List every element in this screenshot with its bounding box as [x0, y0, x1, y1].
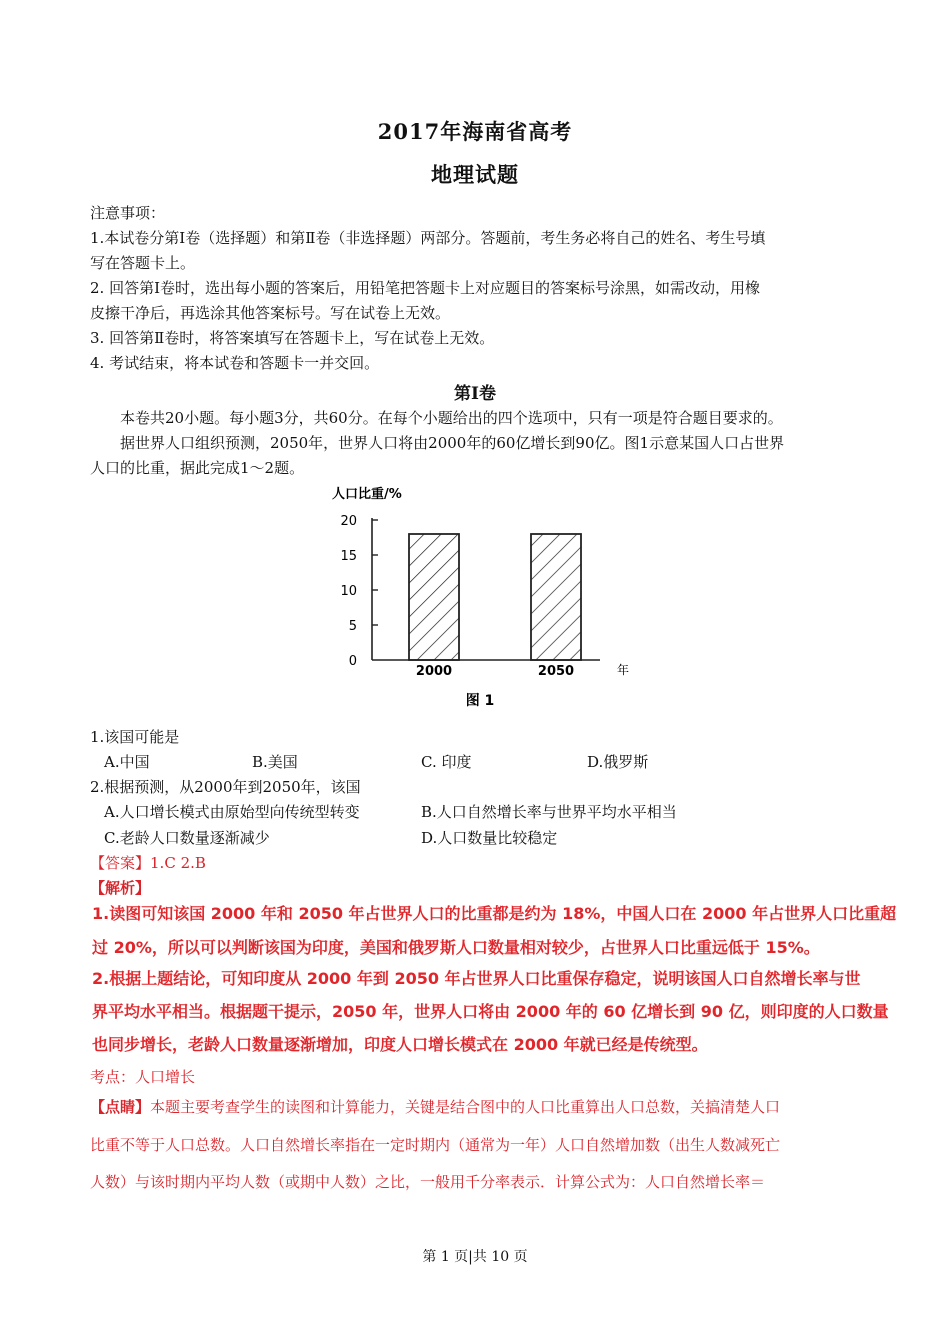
analysis-line-4: 界平均水平相当。根据题干提示，2050 年，世界人口将由 2000 年的 60 亿增长到 90 亿，则印度的人口数量 — [92, 1002, 889, 1021]
question-2-stem: 2.根据预测，从2000年到2050年，该国 — [90, 778, 361, 796]
q2-option-a: A.人口增长模式由原始型向传统型转变 — [104, 803, 360, 821]
answer-text: 1.C 2.B — [150, 854, 206, 872]
y-axis-label: 人口比重/% — [332, 487, 402, 502]
dianjing-label: 【点睛】 — [90, 1098, 151, 1116]
analysis-line-5: 也同步增长，老龄人口数量逐渐增加，印度人口增长模式在 2000 年就已经是传统型。 — [92, 1035, 708, 1054]
x-tick-label: 2000 — [415, 664, 453, 679]
y-tick-label: 15 — [340, 549, 357, 564]
y-tick-label: 10 — [340, 584, 357, 599]
page-footer: 第 1 页|共 10 页 — [422, 1249, 528, 1265]
notice-line-6: 4. 考试结束，将本试卷和答题卡一并交回。 — [90, 354, 380, 372]
answer-label: 【答案】 — [90, 854, 151, 872]
analysis-line-1: 1.读图可知该国 2000 年和 2050 年占世界人口的比重都是约为 18%，中国人口在 2000 年占世界人口比重超 — [92, 904, 897, 923]
q1-option-c: C. 印度 — [421, 753, 472, 771]
notice-line-1: 1.本试卷分第Ⅰ卷（选择题）和第Ⅱ卷（非选择题）两部分。答题前，考生务必将自己的姓名、考生号填 — [90, 229, 766, 247]
notice-line-5: 3. 回答第Ⅱ卷时，将答案填写在答题卡上，写在试卷上无效。 — [90, 329, 495, 347]
analysis-line-2: 过 20%，所以可以判断该国为印度，美国和俄罗斯人口数量相对较少，占世界人口比重远低于 15%。 — [92, 938, 820, 957]
q2-option-d: D.人口数量比较稳定 — [421, 829, 558, 847]
y-tick-label: 5 — [348, 619, 357, 634]
notice-line-3: 2. 回答第Ⅰ卷时，选出每小题的答案后，用铅笔把答题卡上对应题目的答案标号涂黑，如需改动，用橡 — [90, 279, 761, 297]
question-stem-line-2: 人口的比重，据此完成1～2题。 — [90, 459, 305, 477]
section-title: 第Ⅰ卷 — [454, 384, 496, 404]
q2-option-b: B.人口自然增长率与世界平均水平相当 — [421, 803, 677, 821]
y-tick-label: 20 — [340, 514, 357, 529]
population-share-chart — [310, 478, 650, 713]
analysis-label: 【解析】 — [90, 879, 151, 897]
q1-option-a: A.中国 — [104, 753, 150, 771]
bar-2000 — [409, 534, 459, 660]
bar-2050 — [531, 534, 581, 660]
q1-option-d: D.俄罗斯 — [587, 753, 649, 771]
y-tick-label: 0 — [348, 654, 357, 669]
analysis-line-3: 2.根据上题结论，可知印度从 2000 年到 2050 年占世界人口比重保存稳定，说明该国人口自然增长率与世 — [92, 969, 861, 988]
dianjing-line-1 — [90, 1097, 880, 1117]
section-intro: 本卷共20小题。每小题3分，共60分。在每个小题给出的四个选项中，只有一项是符合题目要求的。 — [120, 409, 783, 427]
figure-caption: 图 1 — [465, 693, 495, 709]
exam-subtitle: 地理试题 — [431, 162, 519, 187]
x-axis-label: 年 — [617, 663, 630, 677]
notice-heading: 注意事项： — [90, 204, 166, 222]
x-tick-label: 2050 — [537, 664, 575, 679]
dianjing-line-3: 人数）与该时期内平均人数（或期中人数）之比，一般用千分率表示．计算公式为：人口自然增长率＝ — [90, 1173, 766, 1191]
notice-line-2: 写在答题卡上。 — [90, 254, 196, 272]
q1-option-b: B.美国 — [252, 753, 298, 771]
notice-line-4: 皮擦干净后，再选涂其他答案标号。写在试卷上无效。 — [90, 304, 451, 322]
dianjing-line-2: 比重不等于人口总数。人口自然增长率指在一定时期内（通常为一年）人口自然增加数（出生人数减死亡 — [90, 1136, 781, 1154]
exam-title: 2017年海南省高考 — [377, 119, 573, 144]
dianjing-text-1: 本题主要考查学生的读图和计算能力，关键是结合图中的人口比重算出人口总数，关搞清楚人口 — [150, 1098, 781, 1116]
kaodian-line: 考点：人口增长 — [90, 1068, 196, 1086]
answer-line — [90, 853, 880, 873]
question-1-stem: 1.该国可能是 — [90, 728, 180, 746]
question-stem-line-1: 据世界人口组织预测，2050年，世界人口将由2000年的60亿增长到90亿。图1示意某国人口占世界 — [120, 434, 785, 452]
q2-option-c: C.老龄人口数量逐渐减少 — [104, 829, 270, 847]
